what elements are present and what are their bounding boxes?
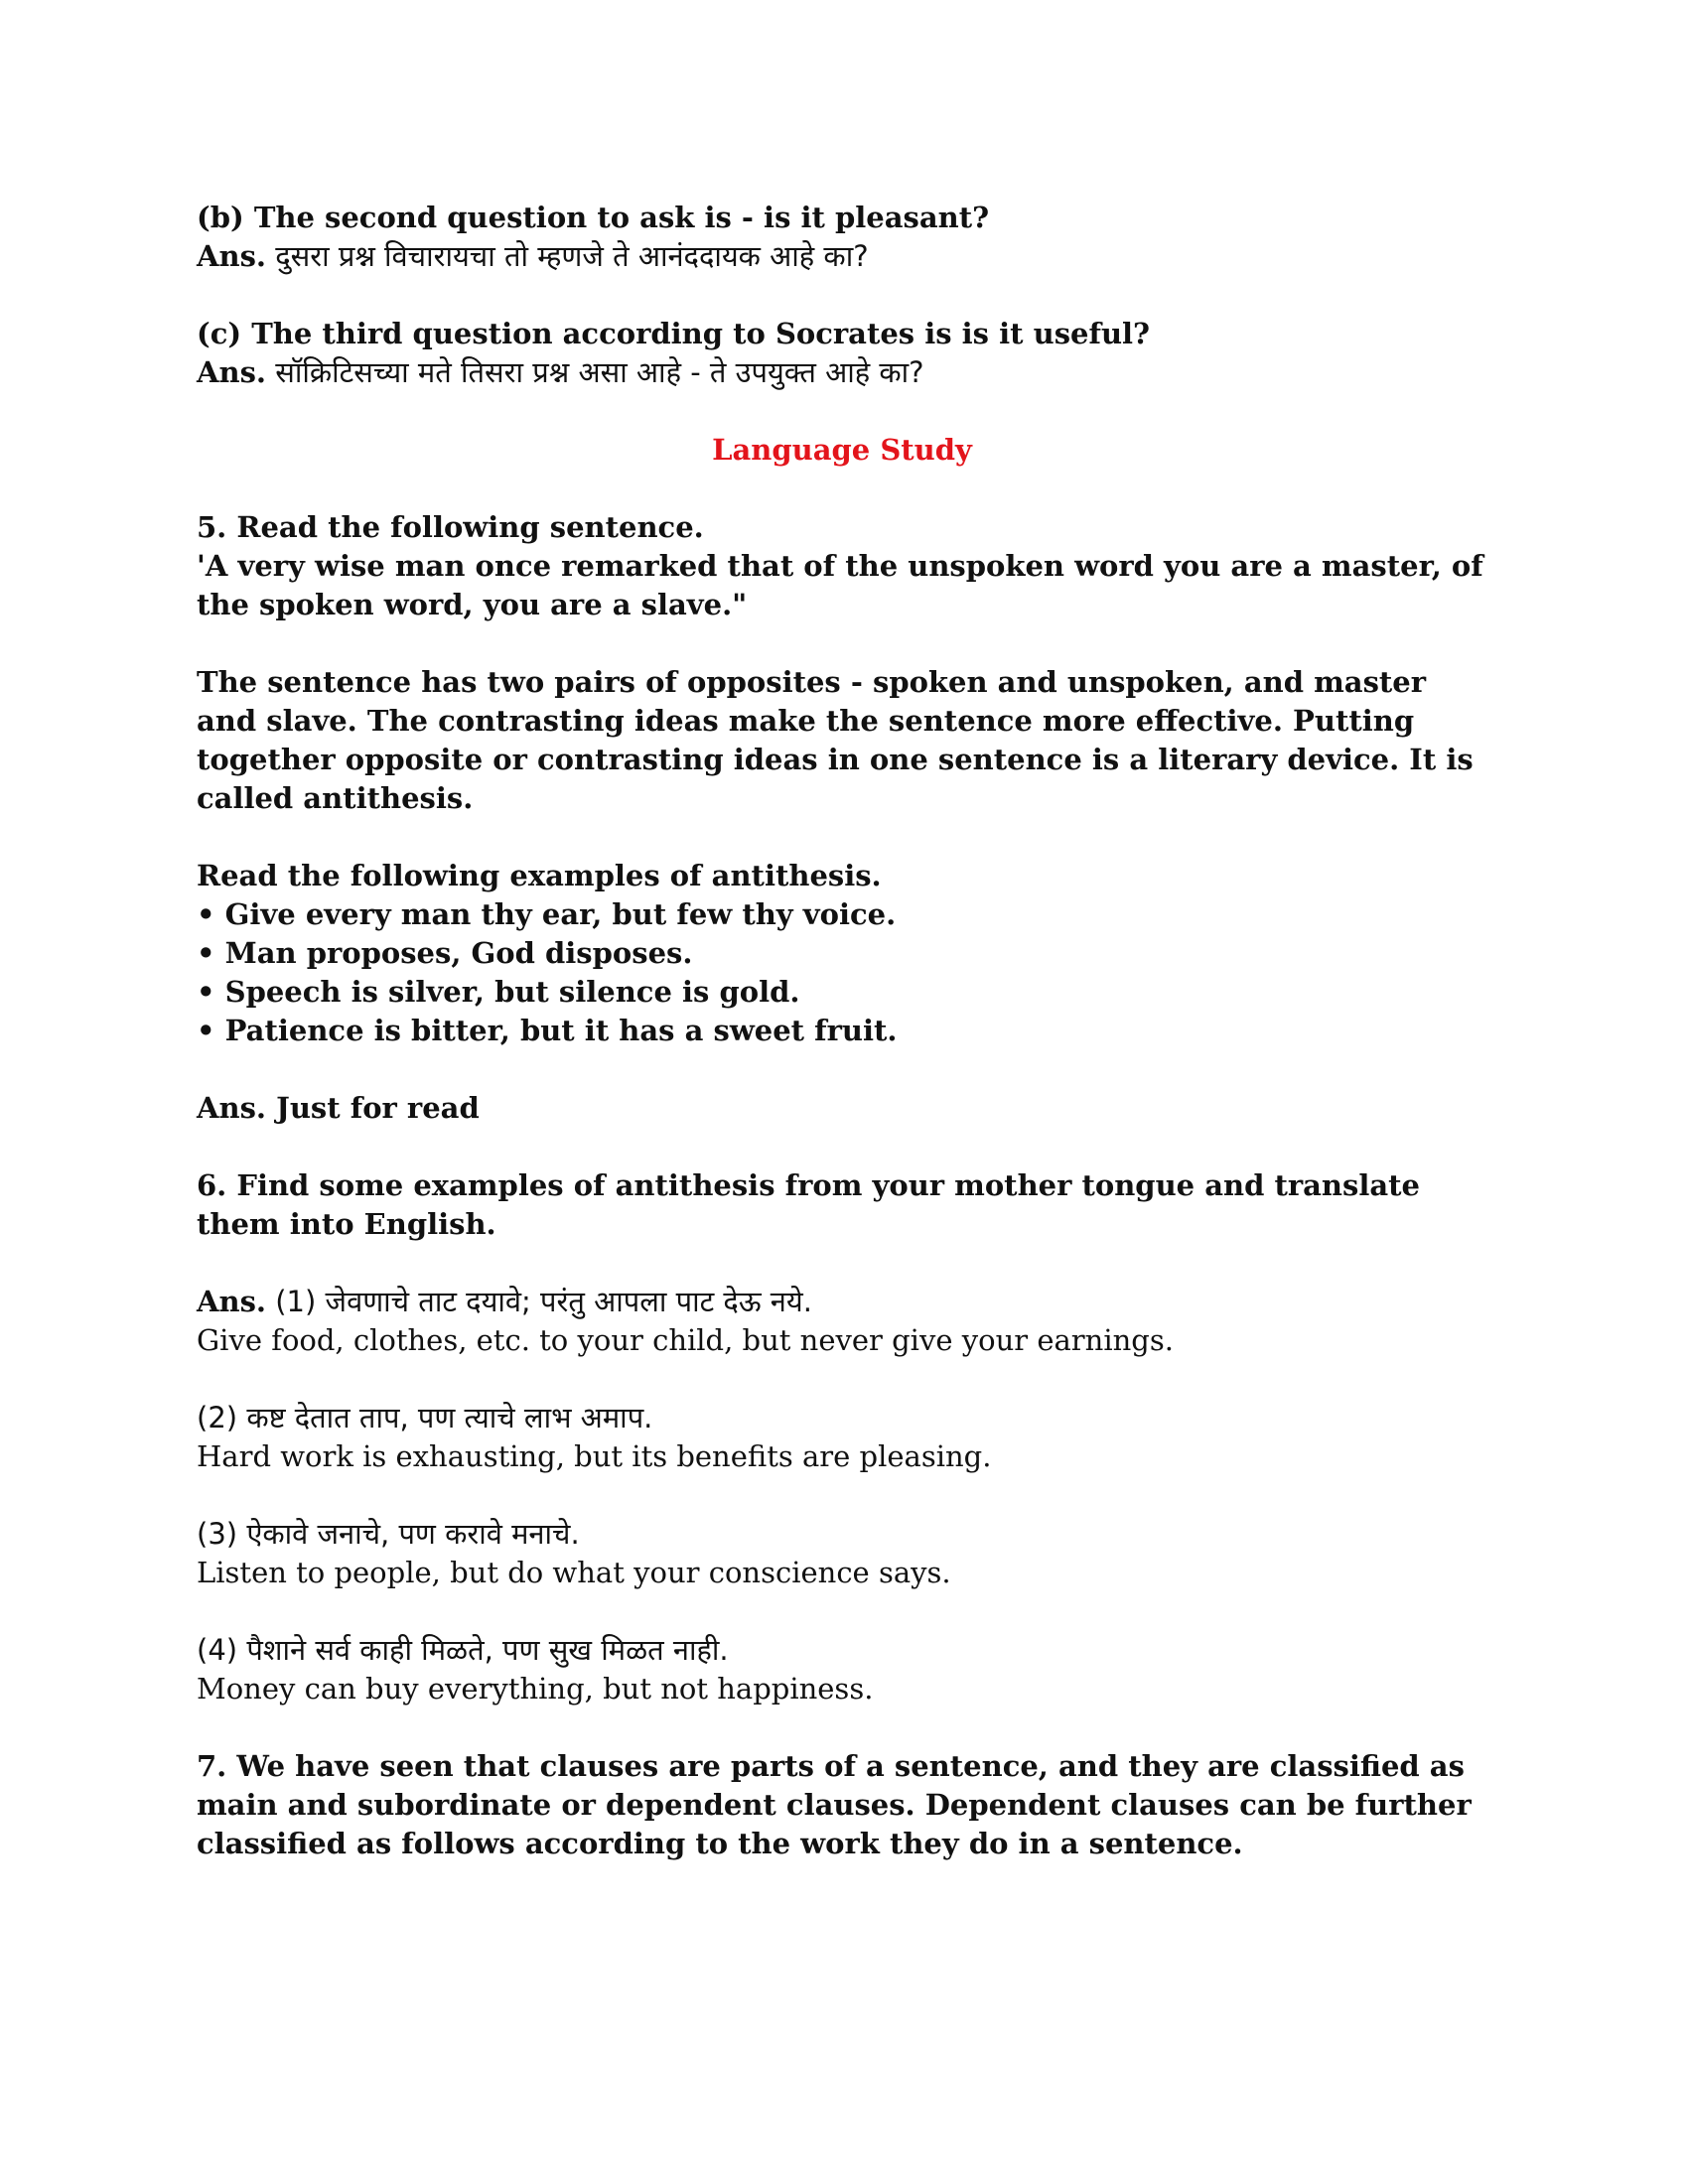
english-translation: Give food, clothes, etc. to your child, but never give your earnings.: [197, 1323, 1174, 1357]
answer-b-text: दुसरा प्रश्न विचारायचा तो म्हणजे ते आनंददायक आहे का?: [275, 239, 869, 273]
examples-intro: Read the following examples of antithesis.: [197, 859, 882, 892]
english-translation: Money can buy everything, but not happiness.: [197, 1672, 874, 1706]
list-item: • Man proposes, God disposes.: [197, 934, 1487, 973]
document-page: [197, 199, 1487, 1863]
question-5-title: 5. Read the following sentence.: [197, 510, 704, 544]
section-heading: Language Study: [712, 433, 972, 467]
answer-6-item-2: [197, 1399, 1487, 1437]
answer-c-label: Ans.: [197, 355, 267, 389]
item-number: (2): [197, 1401, 238, 1434]
question-5-explanation: The sentence has two pairs of opposites - spoken and unspoken, and master and slave. The contrasting ideas make the sentence more effective. Putting together opposite or contrasting ideas in one sentence is a literary device. It is called antithesis.: [197, 665, 1474, 815]
marathi-proverb: पैशाने सर्व काही मिळते, पण सुख मिळत नाही.: [246, 1633, 729, 1667]
english-translation: Listen to people, but do what your conscience says.: [197, 1556, 951, 1589]
question-b: (b) The second question to ask is - is it pleasant?: [197, 201, 990, 234]
answer-6-item-3: [197, 1515, 1487, 1554]
question-5-answer: Ans. Just for read: [197, 1091, 480, 1125]
question-c-block: [197, 315, 1487, 392]
answer-c-text: सॉक्रिटिसच्या मते तिसरा प्रश्न असा आहे - ते उपयुक्त आहे का?: [275, 355, 924, 389]
item-number: (4): [197, 1633, 238, 1667]
question-b-block: [197, 199, 1487, 276]
english-translation: Hard work is exhausting, but its benefits are pleasing.: [197, 1439, 992, 1473]
item-number: (3): [197, 1517, 238, 1551]
question-6-block: [197, 1166, 1487, 1708]
question-5-quote: 'A very wise man once remarked that of the unspoken word you are a master, of the spoken word, you are a slave.": [197, 549, 1483, 621]
marathi-proverb: कष्ट देतात ताप, पण त्याचे लाभ अमाप.: [246, 1401, 653, 1434]
answer-b: [197, 237, 1487, 276]
list-item: • Speech is silver, but silence is gold.: [197, 973, 1487, 1012]
list-item: • Give every man thy ear, but few thy voice.: [197, 895, 1487, 934]
examples-list: [197, 895, 1487, 1050]
question-5-block: [197, 508, 1487, 1128]
list-item: • Patience is bitter, but it has a sweet fruit.: [197, 1012, 1487, 1050]
item-number: (1): [275, 1285, 317, 1318]
answer-c: [197, 353, 1487, 392]
question-6-title: 6. Find some examples of antithesis from your mother tongue and translate them into English.: [197, 1168, 1420, 1241]
question-7-text: 7. We have seen that clauses are parts of a sentence, and they are classified as main and subordinate or dependent clauses. Dependent clauses can be further classified as follows according to the work they do in a sentence.: [197, 1749, 1472, 1860]
marathi-proverb: जेवणाचे ताट दयावे; परंतु आपला पाट देऊ नये.: [325, 1285, 812, 1318]
marathi-proverb: ऐकावे जनाचे, पण करावे मनाचे.: [246, 1517, 580, 1551]
question-c: (c) The third question according to Socrates is is it useful?: [197, 317, 1151, 350]
answer-b-label: Ans.: [197, 239, 267, 273]
answer-6-item-1: [197, 1283, 1487, 1321]
answer-6-item-4: [197, 1631, 1487, 1670]
answer-6-label: Ans.: [197, 1285, 267, 1318]
